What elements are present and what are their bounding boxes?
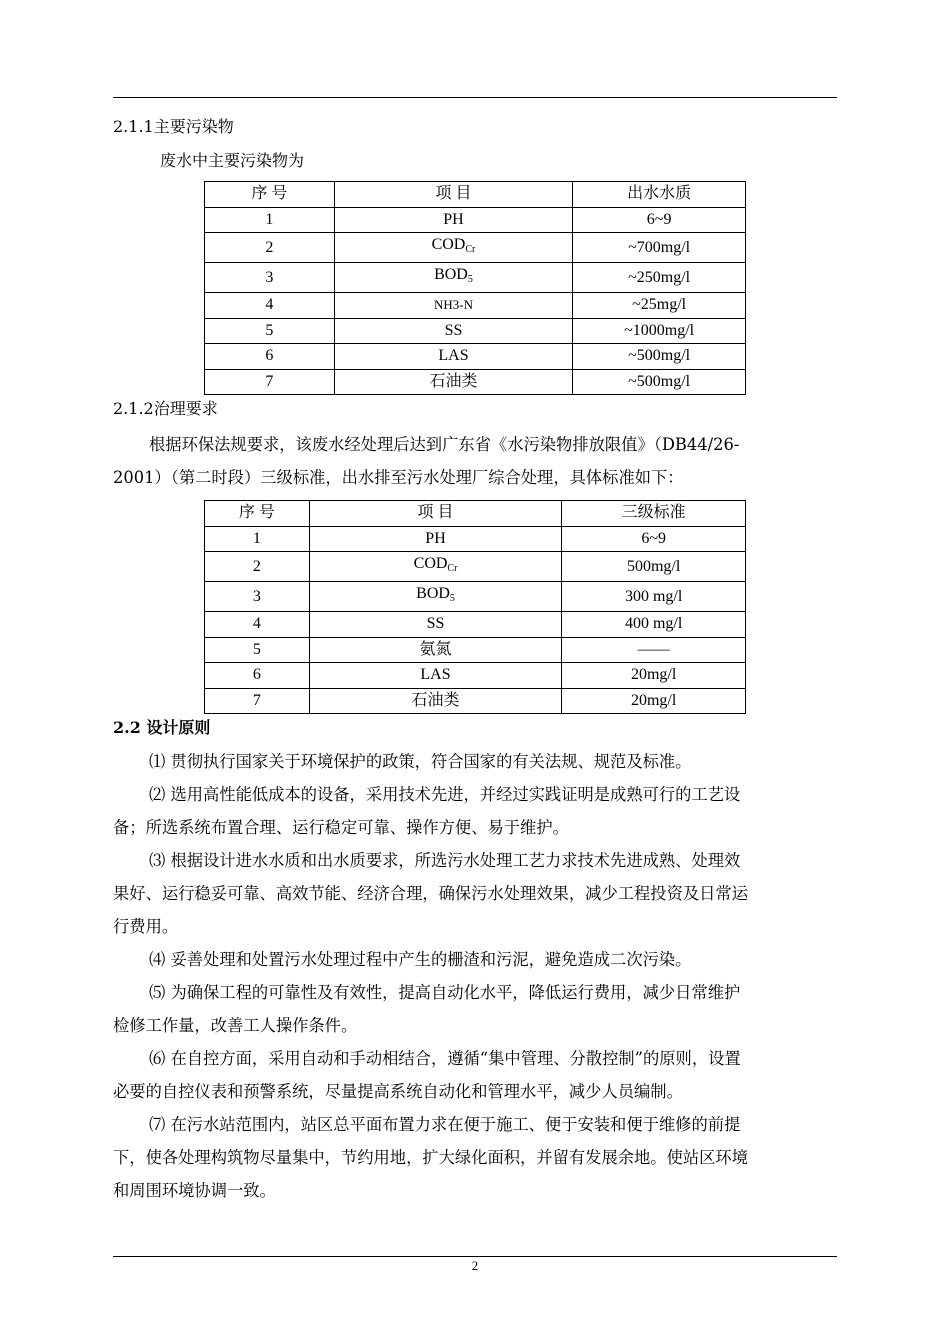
table-row <box>205 612 746 638</box>
principle-3-cont: 行费用。 <box>113 917 179 936</box>
row-no: 3 <box>205 263 335 293</box>
paragraph-line: 2001）（第二时段）三级标准，出水排至污水处理厂综合处理，具体标准如下： <box>113 468 684 487</box>
table-row <box>205 369 746 395</box>
row-item: LAS <box>309 663 562 689</box>
row-no: 4 <box>205 293 335 319</box>
principle-6: ⑹ 在自控方面，采用自动和手动相结合，遵循“集中管理、分散控制”的原则，设置 <box>149 1049 741 1068</box>
row-item: 石油类 <box>334 369 573 395</box>
table-row <box>205 263 746 293</box>
row-no: 6 <box>205 663 310 689</box>
row-value: 20mg/l <box>562 688 746 714</box>
row-value: —— <box>562 637 746 663</box>
row-item: 氨氮 <box>309 637 562 663</box>
section-heading-2-1-2: 2.1.2治理要求 <box>113 399 218 418</box>
row-value: ~25mg/l <box>573 293 746 319</box>
row-no: 4 <box>205 612 310 638</box>
principle-7-cont: 和周围环境协调一致。 <box>113 1181 276 1200</box>
row-value: ~1000mg/l <box>573 318 746 344</box>
principle-5: ⑸ 为确保工程的可靠性及有效性，提高自动化水平，降低运行费用，减少日常维护 <box>149 983 741 1002</box>
principle-3-cont: 果好、运行稳妥可靠、高效节能、经济合理，确保污水处理效果，减少工程投资及日常运 <box>113 884 748 903</box>
section-heading-2-2: 2.2 设计原则 <box>113 718 211 737</box>
table-row <box>205 688 746 714</box>
principles-list <box>113 745 837 1207</box>
row-item: $COD_{Cr}$ <box>334 233 573 263</box>
row-item: $BOD_5$ <box>334 263 573 293</box>
row-item: NH3-N <box>334 293 573 319</box>
header-cell-item: 项 目 <box>334 182 573 208</box>
header-cell-no: 序 号 <box>205 182 335 208</box>
requirements-paragraph <box>113 428 837 494</box>
row-value: ~250mg/l <box>573 263 746 293</box>
row-item: PH <box>309 526 562 552</box>
table-row <box>205 526 746 552</box>
section-heading-2-1-1: 2.1.1主要污染物 <box>113 117 234 136</box>
table-row <box>205 344 746 370</box>
table-row <box>205 293 746 319</box>
row-item: SS <box>334 318 573 344</box>
footer-rule <box>113 1256 837 1257</box>
row-value: ~500mg/l <box>573 344 746 370</box>
standards-table <box>204 500 746 714</box>
row-item: PH <box>334 207 573 233</box>
principle-3: ⑶ 根据设计进水水质和出水质要求，所选污水处理工艺力求技术先进成熟、处理效 <box>149 851 741 870</box>
row-value: 6~9 <box>562 526 746 552</box>
row-item: $COD_{Cr}$ <box>309 552 562 582</box>
row-no: 7 <box>205 688 310 714</box>
table-row <box>205 207 746 233</box>
row-value: ~500mg/l <box>573 369 746 395</box>
header-cell-value: 三级标准 <box>562 501 746 527</box>
table-row <box>205 318 746 344</box>
table-row <box>205 552 746 582</box>
principle-6-cont: 必要的自控仪表和预警系统，尽量提高系统自动化和管理水平，减少人员编制。 <box>113 1082 683 1101</box>
paragraph-line: 根据环保法规要求，该废水经处理后达到广东省《水污染物排放限值》（DB44/26- <box>149 435 740 454</box>
row-item: SS <box>309 612 562 638</box>
principle-1: ⑴ 贯彻执行国家关于环境保护的政策，符合国家的有关法规、规范及标准。 <box>149 752 692 771</box>
row-value: 20mg/l <box>562 663 746 689</box>
row-no: 3 <box>205 582 310 612</box>
principle-4: ⑷ 妥善处理和处置污水处理过程中产生的栅渣和污泥，避免造成二次污染。 <box>149 950 692 969</box>
row-no: 5 <box>205 637 310 663</box>
row-item: LAS <box>334 344 573 370</box>
principle-7: ⑺ 在污水站范围内，站区总平面布置力求在便于施工、便于安装和便于维修的前提 <box>149 1115 741 1134</box>
row-no: 1 <box>205 207 335 233</box>
row-item: $BOD_5$ <box>309 582 562 612</box>
row-value: 300 mg/l <box>562 582 746 612</box>
principle-5-cont: 检修工作量，改善工人操作条件。 <box>113 1016 358 1035</box>
row-no: 2 <box>205 233 335 263</box>
row-value: 400 mg/l <box>562 612 746 638</box>
row-value: 6~9 <box>573 207 746 233</box>
principle-2: ⑵ 选用高性能低成本的设备，采用技术先进，并经过实践证明是成熟可行的工艺设 <box>149 785 741 804</box>
header-rule <box>113 97 837 98</box>
row-no: 7 <box>205 369 335 395</box>
header-cell-no: 序 号 <box>205 501 310 527</box>
table-row <box>205 233 746 263</box>
row-no: 5 <box>205 318 335 344</box>
principle-2-cont: 备；所选系统布置合理、运行稳定可靠、操作方便、易于维护。 <box>113 818 569 837</box>
row-no: 6 <box>205 344 335 370</box>
table-row <box>205 582 746 612</box>
row-no: 1 <box>205 526 310 552</box>
row-no: 2 <box>205 552 310 582</box>
table-header-row <box>205 182 746 208</box>
table-row <box>205 637 746 663</box>
table-row <box>205 663 746 689</box>
pollutants-intro: 废水中主要污染物为 <box>160 151 305 170</box>
pollutants-table <box>204 181 746 395</box>
page-number: 2 <box>471 1258 479 1273</box>
header-cell-item: 项 目 <box>309 501 562 527</box>
row-item: 石油类 <box>309 688 562 714</box>
principle-7-cont: 下，使各处理构筑物尽量集中，节约用地，扩大绿化面积，并留有发展余地。使站区环境 <box>113 1148 748 1167</box>
header-cell-value: 出水水质 <box>573 182 746 208</box>
row-value: 500mg/l <box>562 552 746 582</box>
row-value: ~700mg/l <box>573 233 746 263</box>
table-header-row <box>205 501 746 527</box>
